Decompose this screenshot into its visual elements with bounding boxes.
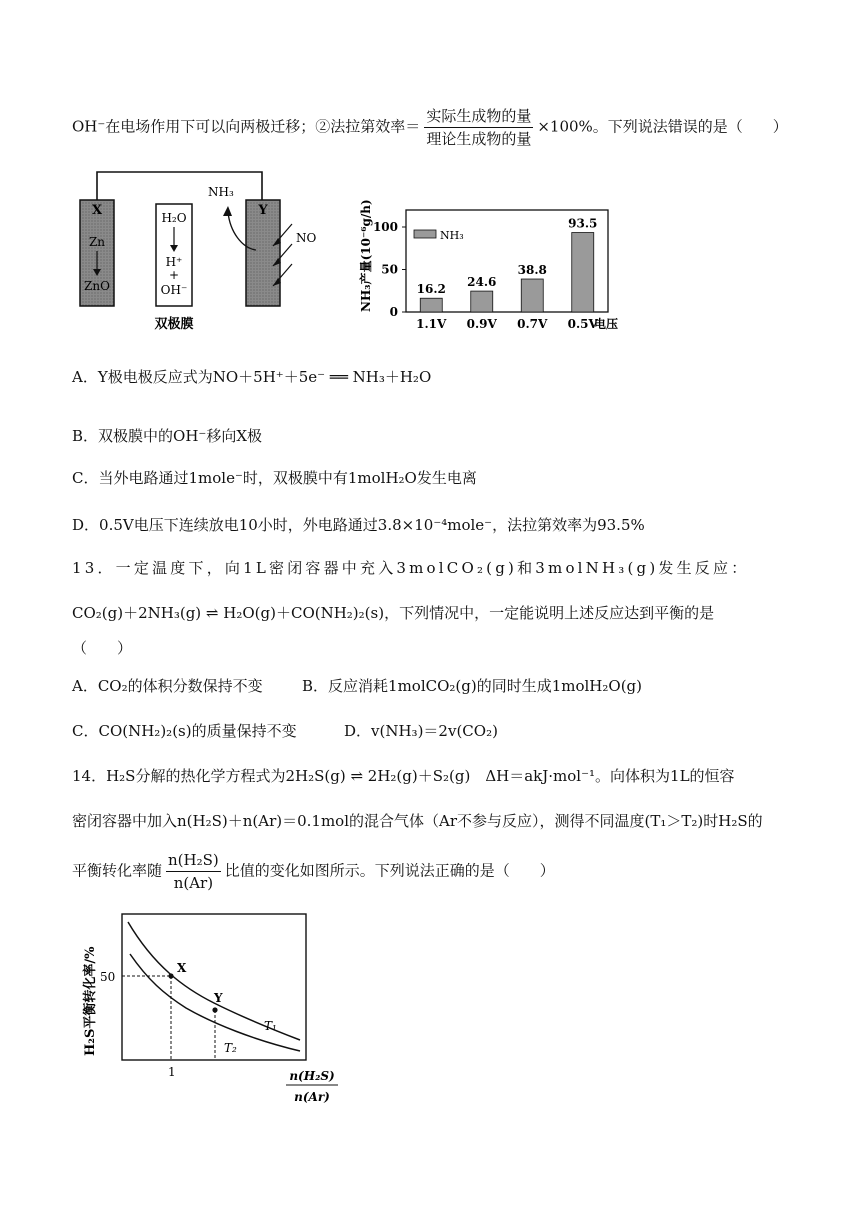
point-y-label: Y [214,991,223,1005]
curve-xlabel-num: n(H₂S) [289,1069,335,1083]
q13-option-a: A．CO₂的体积分数保持不变 [72,677,263,695]
bar-1.1V [420,298,442,312]
point-x-marker [168,973,173,978]
bar-0.9V [471,291,493,312]
ratio-denominator: n(Ar) [173,874,214,892]
y-tick-50: 50 [100,970,116,984]
category-label: 0.7V [517,317,548,331]
x-label: X [91,203,103,218]
legend-swatch [414,230,436,238]
legend-label: NH₃ [440,229,464,242]
q13-option-b: B．反应消耗1molCO₂(g)的同时生成1molH₂O(g) [302,677,643,695]
point-y-marker [212,1007,217,1012]
zn-label: Zn [88,235,106,249]
q13-answer-paren: （ ） [72,639,133,657]
bar-value-label: 24.6 [467,275,497,290]
intro-before: OH⁻在电场作用下可以向两极迁移；②法拉第效率＝ [72,117,421,136]
y-tick-label: 50 [381,262,398,277]
cell-figure [70,166,330,338]
q14-stem-line1: 14．H₂S分解的热化学方程式为2H₂S(g) ⇌ 2H₂(g)＋S₂(g) ΔH＝akJ·mol⁻¹。向体积为1L的恒容 [72,767,735,785]
h2o-label: H₂O [161,211,187,225]
xaxis-label: 电压 [594,317,619,331]
fraction-numerator: 实际生成物的量 [424,106,533,128]
bar-0.7V [521,279,543,312]
ratio-fraction [166,850,221,893]
efficiency-fraction [424,106,533,149]
q13-stem-line2: CO₂(g)＋2NH₃(g) ⇌ H₂O(g)＋CO(NH₂)₂(s)，下列情况中，一定能说明上述反应达到平衡的是 [72,604,715,622]
chart-ylabel: NH₃产量(10⁻⁶g/h) [359,199,373,312]
y-tick-label: 0 [389,305,398,319]
point-x-label: X [177,961,187,975]
plus-label: + [168,268,180,282]
zno-label: ZnO [84,279,110,293]
q12-option-c: C．当外电路通过1mole⁻时，双极膜中有1molH₂O发生电离 [72,469,477,487]
category-label: 0.9V [466,317,497,331]
ohminus-label: OH⁻ [160,283,188,297]
q13-option-c: C．CO(NH₂)₂(s)的质量保持不变 [72,722,297,740]
hplus-label: H⁺ [165,255,183,269]
curve-plot-frame [122,914,306,1060]
q12-option-d: D．0.5V电压下连续放电10小时，外电路通过3.8×10⁻⁴mole⁻，法拉第效率为93.5% [72,516,645,534]
q14-stem3-after: 比值的变化如图所示。下列说法正确的是（ ） [224,861,555,880]
curve-xlabel-den: n(Ar) [294,1090,330,1104]
y-tick-label: 100 [372,220,398,234]
q14-stem-line3 [72,850,555,893]
y-label: Y [258,203,268,218]
t2-label: T₂ [224,1041,237,1055]
bar-value-label: 16.2 [416,282,446,297]
conversion-curve-figure [74,906,344,1116]
no-label: NO [296,231,317,245]
q13-option-d: D．v(NH₃)＝2v(CO₂) [344,722,498,740]
bar-value-label: 38.8 [517,263,547,278]
ratio-numerator: n(H₂S) [166,850,221,872]
bar-value-label: 93.5 [568,216,598,231]
intro-after: ×100%。下列说法错误的是（ ） [537,117,788,136]
t1-label: T₁ [264,1019,277,1033]
q14-stem-line2: 密闭容器中加入n(H₂S)＋n(Ar)＝0.1mol的混合气体（Ar不参与反应），测得不同温度(T₁＞T₂)时H₂S的 [72,812,763,830]
fraction-denominator: 理论生成物的量 [426,130,532,148]
nh3-label: NH₃ [208,185,234,199]
q12-option-b: B．双极膜中的OH⁻移向X极 [72,427,262,445]
membrane-label: 双极膜 [154,317,194,332]
category-label: 1.1V [416,317,447,331]
curve-ylabel: H₂S平衡转化率/% [83,946,98,1056]
q12-option-a: A．Y极电极反应式为NO＋5H⁺＋5e⁻ ══ NH₃＋H₂O [72,368,432,386]
x-tick-1: 1 [168,1065,176,1079]
intro-line [72,106,788,149]
q13-stem-line1: 13．一定温度下，向1L密闭容器中充入3molCO₂(g)和3molNH₃(g)发生反应： [72,559,750,577]
category-label: 0.5V [567,317,598,331]
q14-stem3-before: 平衡转化率随 [72,861,163,880]
bar-0.5V [572,233,594,312]
nh3-bar-chart [350,192,630,338]
